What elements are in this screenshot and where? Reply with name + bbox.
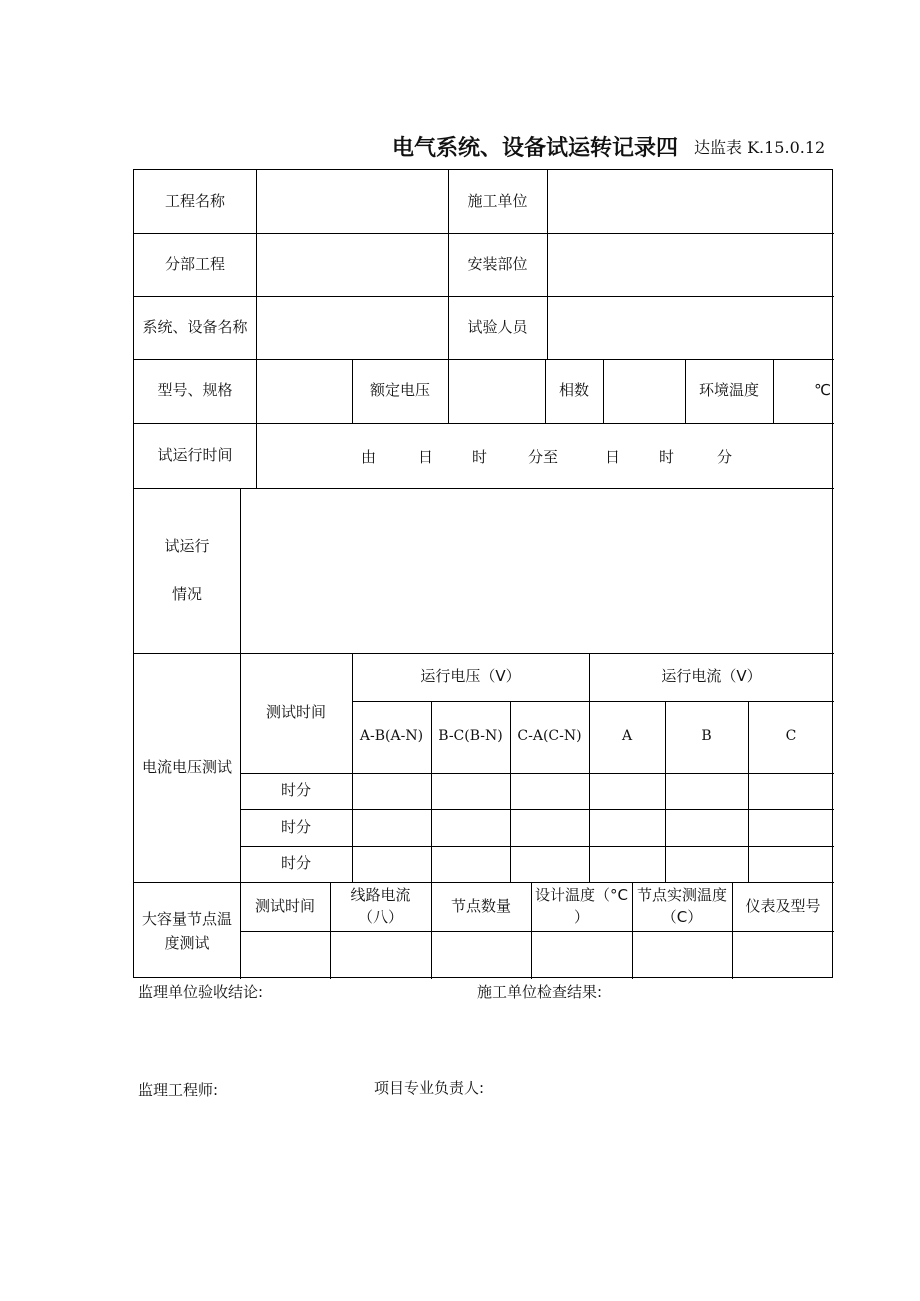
trial-time-label: 试运行时间 [157, 445, 233, 464]
node-col-measured-temp-l1: 节点实测温度 [636, 885, 727, 904]
phase-count-label: 相数 [558, 381, 589, 400]
form-title: 电气系统、设备试运转记录四 [392, 136, 679, 161]
node-col-line-current-l2: （八） [357, 907, 403, 926]
ambient-temp-unit: ℃ [814, 381, 831, 400]
node-col-instrument [732, 882, 834, 931]
node-temp-label-line2: 度测试 [164, 933, 210, 952]
install-location-field[interactable] [547, 233, 834, 296]
current-col-a: A [621, 728, 633, 745]
run-current-header: 运行电流（V） [661, 667, 762, 686]
record-table [133, 169, 833, 978]
cv-row-time-3: 时分 [280, 854, 311, 873]
node-col-line-current [330, 882, 431, 931]
project-manager-label: 项目专业负责人: [374, 1079, 485, 1097]
trial-status-field[interactable] [240, 488, 834, 653]
ambient-temp-label: 环境温度 [698, 381, 759, 400]
cv-test-time-header: 测试时间 [265, 703, 326, 722]
node-col-instrument-l1: 仪表及型号 [745, 896, 821, 915]
sub-project-field[interactable] [256, 233, 448, 296]
voltage-col-bc: B-C(B-N) [438, 728, 503, 745]
current-col-c: C [785, 728, 797, 745]
node-col-node-count-l1: 节点数量 [450, 896, 511, 915]
node-col-design-temp-l1: 设计温度（°C [535, 885, 628, 904]
construction-result-label: 施工单位检查结果: [477, 983, 603, 1001]
current-col-b: B [701, 728, 712, 745]
trial-time-hour: 时 [472, 448, 488, 466]
phase-count-field[interactable] [603, 359, 685, 423]
trial-time-minute-to: 分至 [528, 448, 559, 466]
project-name-label: 工程名称 [164, 191, 225, 210]
trial-status-line1: 试运行 [164, 537, 210, 556]
rated-voltage-label: 额定电压 [369, 381, 430, 400]
trial-time-minute-end: 分 [717, 448, 733, 466]
trial-time-day: 日 [418, 448, 434, 466]
tester-field[interactable] [547, 296, 834, 359]
node-col-test-time-l1: 测试时间 [254, 896, 315, 915]
cv-row-time-2: 时分 [280, 817, 311, 836]
voltage-col-ca: C-A(C-N) [517, 728, 582, 745]
supervisor-engineer-label: 监理工程师: [138, 1081, 219, 1099]
trial-status-label [134, 488, 240, 653]
model-spec-field[interactable] [256, 359, 352, 423]
node-col-measured-temp-l2: （C） [661, 907, 703, 926]
construction-unit-label: 施工单位 [467, 191, 528, 210]
node-col-design-temp-l2: ） [573, 907, 589, 926]
trial-time-day-end: 日 [605, 448, 621, 466]
node-col-measured-temp [632, 882, 732, 931]
project-name-field[interactable] [256, 170, 448, 233]
install-location-label: 安装部位 [467, 254, 528, 273]
trial-time-from: 由 [361, 448, 377, 466]
current-voltage-label: 电流电压测试 [141, 757, 232, 776]
model-spec-label: 型号、规格 [157, 381, 233, 400]
node-temp-label-line1: 大容量节点温 [141, 909, 232, 928]
run-voltage-header: 运行电压（V） [420, 667, 521, 686]
trial-time-hour-end: 时 [659, 448, 675, 466]
system-name-field[interactable] [256, 296, 448, 359]
supervisor-conclusion-label: 监理单位验收结论: [138, 983, 264, 1001]
sub-project-label: 分部工程 [164, 254, 225, 273]
tester-label: 试验人员 [467, 317, 528, 336]
node-col-line-current-l1: 线路电流 [350, 885, 411, 904]
system-name-label: 系统、设备名称 [142, 317, 248, 336]
trial-status-line2: 情况 [171, 584, 202, 603]
node-col-design-temp [531, 882, 632, 931]
rated-voltage-field[interactable] [448, 359, 545, 423]
construction-unit-field[interactable] [547, 170, 834, 233]
voltage-col-ab: A-B(A-N) [359, 728, 424, 745]
node-col-node-count [431, 882, 531, 931]
cv-row-time-1: 时分 [280, 781, 311, 800]
form-number: 达监表 K.15.0.12 [694, 138, 826, 157]
node-col-test-time [240, 882, 330, 931]
node-temp-label [134, 882, 240, 979]
